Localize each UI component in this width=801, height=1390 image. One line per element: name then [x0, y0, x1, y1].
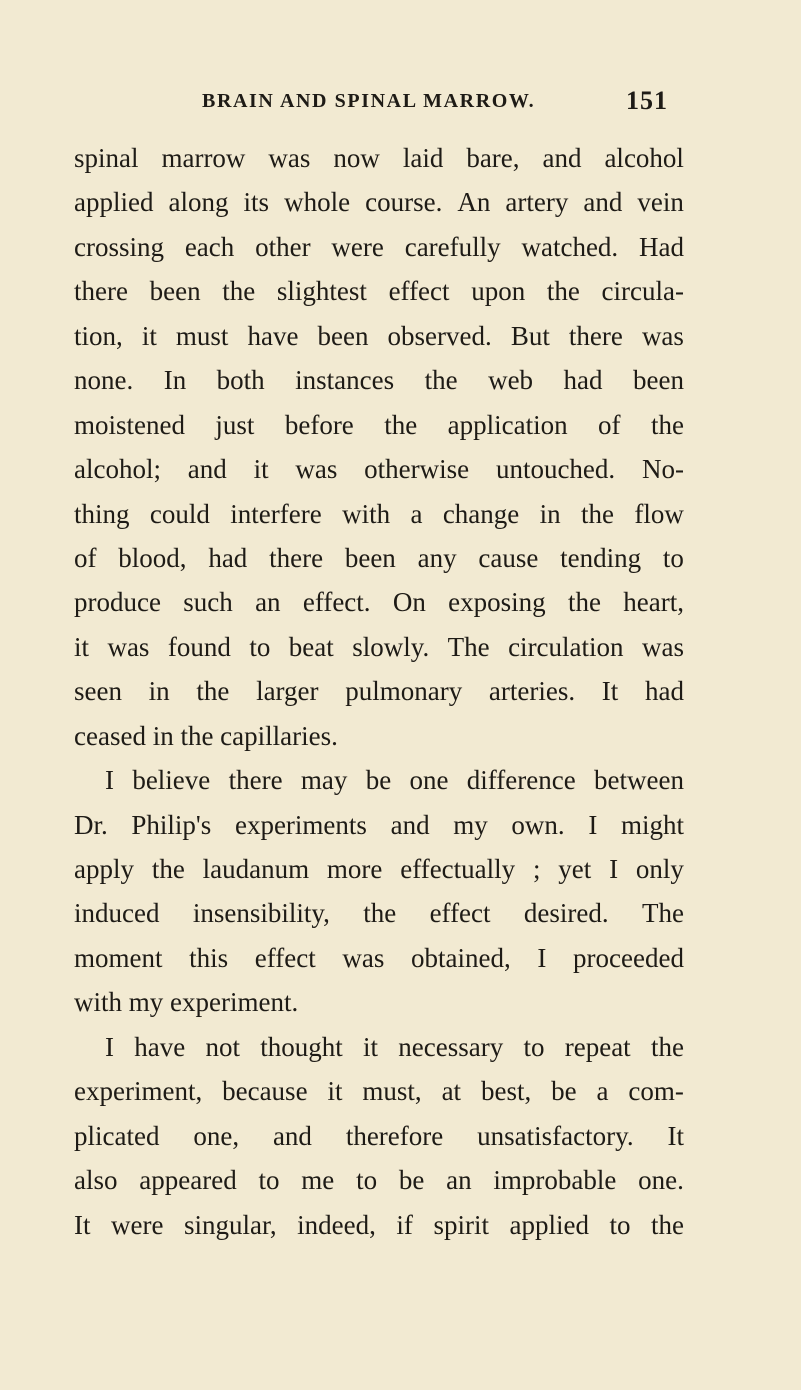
word: Had [639, 231, 684, 262]
word: a [410, 498, 423, 529]
word: It [74, 1209, 91, 1240]
word: effect [254, 942, 316, 973]
text-line [74, 536, 684, 580]
word: heart, [623, 587, 684, 618]
word: been [632, 365, 684, 396]
word: also [74, 1165, 118, 1196]
word: the [650, 409, 684, 440]
word: to [356, 1165, 378, 1196]
word: alcohol [604, 143, 684, 173]
word: believe [132, 765, 211, 796]
word: because [222, 1076, 308, 1107]
word: interfere [230, 498, 322, 529]
word: it [74, 631, 90, 662]
word: carefully [404, 231, 501, 262]
word: of [598, 409, 621, 440]
word: applied [74, 187, 154, 218]
word: bare, [466, 143, 520, 173]
word: was [107, 631, 150, 662]
running-title: BRAIN AND SPINAL MARROW. [202, 90, 536, 112]
word: unsatisfactory. [477, 1120, 634, 1151]
word: and [187, 454, 227, 485]
text-line [74, 936, 684, 980]
word: apply [74, 854, 134, 884]
word: slightest [276, 276, 367, 307]
word: difference [466, 765, 576, 796]
text-line [74, 1203, 684, 1247]
word: must [175, 320, 229, 351]
word: found [167, 631, 231, 662]
word: desired. [523, 898, 609, 929]
word: the [363, 898, 397, 929]
text-line [74, 492, 684, 536]
word: alcohol; [74, 454, 161, 485]
text-line [74, 225, 684, 269]
word: application [447, 409, 568, 440]
word: It [601, 676, 619, 707]
text-line [74, 714, 684, 758]
word: be [551, 1076, 577, 1107]
word: it [363, 1031, 379, 1062]
word: I [105, 765, 114, 796]
word: were [111, 1209, 164, 1240]
word: induced [74, 898, 160, 929]
word: otherwise [364, 454, 470, 485]
page-number: 151 [626, 86, 668, 115]
text-line [74, 358, 684, 402]
word: circulation [508, 631, 624, 662]
word: insensibility, [192, 898, 330, 929]
text-line [74, 180, 684, 224]
word: to [249, 631, 271, 662]
text-line [74, 891, 684, 935]
word: blood, [118, 542, 187, 573]
word: been [344, 542, 396, 573]
word: instances [295, 365, 395, 396]
word: was [342, 942, 385, 973]
word: the [151, 854, 185, 884]
word: the [196, 676, 230, 707]
word: it [141, 320, 157, 351]
word: web [488, 365, 534, 396]
text-line [74, 1158, 684, 1202]
word: spinal [74, 143, 139, 173]
word: the [424, 365, 458, 396]
word: seen [74, 676, 122, 707]
word: one [409, 765, 449, 796]
word: thing [74, 498, 130, 529]
word: beat [288, 631, 334, 662]
word: each [184, 231, 235, 262]
word: of [74, 542, 97, 573]
word: thought [260, 1031, 343, 1062]
word: was [641, 320, 684, 351]
word: must, [362, 1076, 422, 1107]
word: upon [471, 276, 526, 307]
word: observed. [387, 320, 492, 351]
word: change [442, 498, 520, 529]
word: to [523, 1031, 545, 1062]
text-line [74, 136, 684, 180]
word: effectually [400, 854, 516, 884]
word: had [644, 676, 684, 707]
word: in [148, 676, 170, 707]
word: the [546, 276, 580, 307]
word: best, [480, 1076, 532, 1107]
word: cause [478, 542, 539, 573]
word: it [327, 1076, 343, 1107]
word: and [272, 1120, 312, 1151]
word: the [222, 276, 256, 307]
word: none. [74, 365, 134, 396]
word: before [284, 409, 354, 440]
word: to [609, 1209, 631, 1240]
word: there [74, 276, 128, 307]
text-line [74, 1114, 684, 1158]
word: be [398, 1165, 425, 1196]
word: might [620, 809, 684, 840]
word: vein [637, 187, 684, 218]
word: be [365, 765, 392, 796]
word: therefore [345, 1120, 444, 1151]
word: an [446, 1165, 472, 1196]
word: obtained, [411, 942, 511, 973]
word: was [641, 631, 684, 662]
running-head [0, 88, 801, 118]
word: Philip's [131, 809, 212, 840]
word: spirit [433, 1209, 489, 1240]
word: appeared [139, 1165, 237, 1196]
word: both [216, 365, 265, 396]
word: had [208, 542, 248, 573]
text-line [74, 447, 684, 491]
word: crossing [74, 231, 164, 262]
text-line [74, 758, 684, 802]
word: an [255, 587, 281, 618]
word: a [596, 1076, 609, 1107]
word: could [149, 498, 210, 529]
word: repeat [564, 1031, 631, 1062]
word: more [326, 854, 383, 884]
word: arteries. [488, 676, 576, 707]
word: its [243, 187, 270, 218]
word: effect. [302, 587, 371, 618]
word: com- [628, 1076, 684, 1107]
word: produce [74, 587, 161, 618]
text-line [74, 669, 684, 713]
word: own. [511, 809, 565, 840]
word: have [134, 1031, 186, 1062]
word: now [333, 143, 380, 173]
word: were [331, 231, 384, 262]
word: effect [388, 276, 450, 307]
word: applied [509, 1209, 589, 1240]
word: had [563, 365, 603, 396]
word: experiment, [74, 1076, 203, 1107]
word: not [205, 1031, 240, 1062]
word: with my experiment. [74, 987, 299, 1018]
word: there [269, 542, 324, 573]
word: laudanum [202, 854, 310, 884]
word: and [390, 809, 430, 840]
word: there [568, 320, 623, 351]
word: moistened [74, 409, 185, 440]
word: if [396, 1209, 413, 1240]
text-line [74, 314, 684, 358]
word: to [258, 1165, 280, 1196]
word: improbable [493, 1165, 617, 1196]
word: one. [638, 1165, 684, 1196]
word: The [447, 631, 490, 662]
word: there [228, 765, 283, 796]
text-line [74, 1025, 684, 1069]
text-line [74, 803, 684, 847]
word: But [510, 320, 550, 351]
text-line [74, 625, 684, 669]
text-line [74, 403, 684, 447]
word: was [268, 143, 311, 173]
word: marrow [161, 143, 246, 173]
word: Dr. [74, 809, 108, 840]
word: plicated [74, 1120, 160, 1151]
word: it [253, 454, 269, 485]
word: the [650, 1031, 684, 1062]
word: necessary [398, 1031, 504, 1062]
word: along [168, 187, 229, 218]
word: artery [505, 187, 569, 218]
word: watched. [521, 231, 619, 262]
text-line [74, 580, 684, 624]
word: and [542, 143, 582, 173]
word: my [453, 809, 488, 840]
word: this [189, 942, 229, 973]
word: the [581, 498, 615, 529]
word: tending [560, 542, 642, 573]
word: only [635, 854, 684, 884]
word: circula- [601, 276, 684, 307]
word: larger [256, 676, 319, 707]
word: In [163, 365, 187, 396]
word: moment [74, 942, 163, 973]
word: yet [558, 854, 592, 884]
word: other [255, 231, 311, 262]
word: effect [429, 898, 491, 929]
text-line [74, 1069, 684, 1113]
word: The [641, 898, 684, 929]
word: the [567, 587, 601, 618]
word: singular, [184, 1209, 277, 1240]
text-line [74, 269, 684, 313]
word: I [537, 942, 547, 973]
word: indeed, [297, 1209, 376, 1240]
word: and [583, 187, 623, 218]
word: whole [284, 187, 351, 218]
word: any [417, 542, 457, 573]
word: with [342, 498, 391, 529]
word: ceased in the capillaries. [74, 720, 338, 751]
word: have [247, 320, 299, 351]
word: been [149, 276, 201, 307]
word: the [384, 409, 418, 440]
word: It [667, 1120, 684, 1151]
word: laid [402, 143, 444, 173]
word: I [105, 1031, 114, 1062]
word: me [301, 1165, 335, 1196]
word: at [441, 1076, 462, 1107]
word: may [300, 765, 348, 796]
word: An [457, 187, 491, 218]
word: between [594, 765, 684, 796]
word: to [662, 542, 684, 573]
word: ; [532, 854, 541, 884]
text-line [74, 980, 684, 1024]
word: experiments [234, 809, 367, 840]
word: proceeded [573, 942, 684, 973]
word: the [651, 1209, 684, 1240]
word: just [215, 409, 255, 440]
text-line [74, 847, 684, 891]
word: untouched. [495, 454, 616, 485]
word: in [539, 498, 561, 529]
word: one, [193, 1120, 240, 1151]
word: been [317, 320, 369, 351]
word: I [609, 854, 619, 884]
body-text [74, 136, 684, 1247]
word: On [392, 587, 426, 618]
word: course. [365, 187, 443, 218]
word: exposing [448, 587, 546, 618]
word: such [183, 587, 233, 618]
word: was [295, 454, 338, 485]
word: pulmonary [345, 676, 463, 707]
word: tion, [74, 320, 123, 351]
word: slowly. [352, 631, 430, 662]
word: flow [634, 498, 684, 529]
word: I [588, 809, 598, 840]
word: No- [641, 454, 684, 485]
